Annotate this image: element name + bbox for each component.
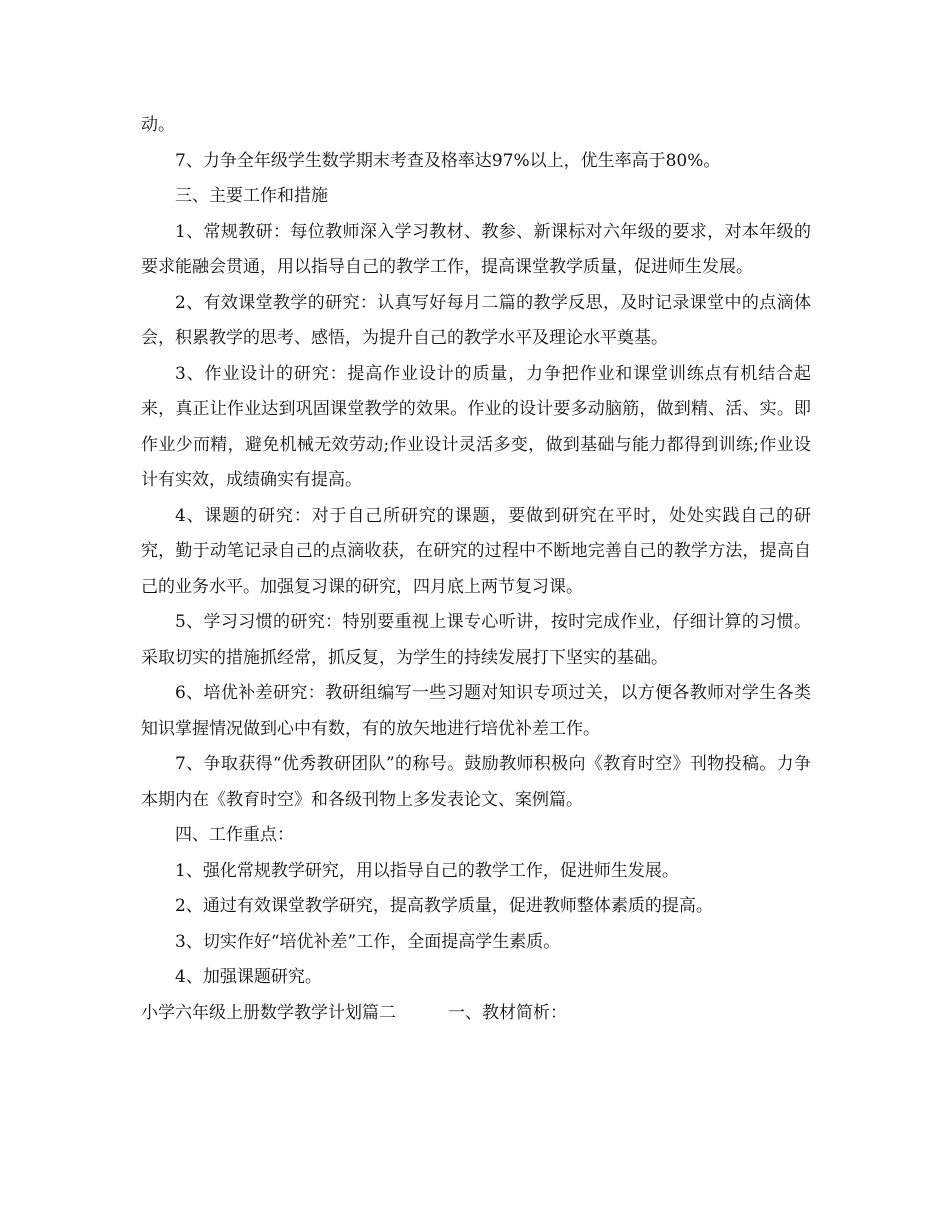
document-body	[141, 108, 811, 1031]
paragraph-homework-design: 3、作业设计的研究：提高作业设计的质量，力争把作业和课堂训练点有机结合起来，真正让作业达到巩固课堂教学的效果。作业的设计要多动脑筋，做到精、活、实。即作业少而精，避免机械无效劳动;作业设计灵活多变，做到基础与能力都得到训练;作业设计有实效，成绩确实有提高。	[141, 363, 811, 490]
paragraph-0: 动。	[141, 115, 175, 135]
focus-item-4: 4、加强课题研究。	[175, 967, 322, 987]
paragraph-routine-research: 1、常规教研：每位教师深入学习教材、教参、新课标对六年级的要求，对本年级的要求能融会贯通，用以指导自己的教学工作，提高课堂教学质量，促进师生发展。	[141, 221, 811, 277]
paragraph-topic-research: 4、课题的研究：对于自己所研究的课题，要做到研究在平时，处处实践自己的研究，勤于动笔记录自己的点滴收获，在研究的过程中不断地完善自己的教学方法，提高自己的业务水平。加强复习课的研究，四月底上两节复习课。	[141, 505, 811, 597]
section-heading-4: 四、工作重点：	[175, 825, 294, 845]
paragraph-study-habits: 5、学习习惯的研究：特别要重视上课专心听讲，按时完成作业，仔细计算的习惯。采取切实的措施抓经常，抓反复，为学生的持续发展打下坚实的基础。	[141, 612, 811, 668]
paragraph-effective-teaching: 2、有效课堂教学的研究：认真写好每月二篇的教学反思，及时记录课堂中的点滴体会，积累教学的思考、感悟，为提升自己的教学水平及理论水平奠基。	[141, 292, 811, 348]
paragraph-1: 7、力争全年级学生数学期末考查及格率达97%以上，优生率高于80%。	[175, 150, 721, 171]
focus-item-3: 3、切实作好“培优补差”工作，全面提高学生素质。	[175, 931, 561, 952]
paragraph-tutoring: 6、培优补差研究：教研组编写一些习题对知识专项过关，以方便各教师对学生各类知识掌握情况做到心中有数，有的放矢地进行培优补差工作。	[141, 683, 811, 739]
next-article-section: 一、教材简析：	[448, 1002, 567, 1023]
focus-item-1: 1、强化常规教学研究，用以指导自己的教学工作，促进师生发展。	[175, 860, 679, 881]
section-heading-3: 三、主要工作和措施	[175, 186, 328, 206]
next-article-title: 小学六年级上册数学教学计划篇二	[141, 1002, 396, 1023]
focus-item-2: 2、通过有效课堂教学研究，提高教学质量，促进教师整体素质的提高。	[175, 896, 713, 916]
paragraph-team-award: 7、争取获得“优秀教研团队”的称号。鼓励教师积极向《教育时空》刊物投稿。力争本期内在《教育时空》和各级刊物上多发表论文、案例篇。	[141, 754, 811, 810]
next-article-line	[141, 996, 811, 1032]
